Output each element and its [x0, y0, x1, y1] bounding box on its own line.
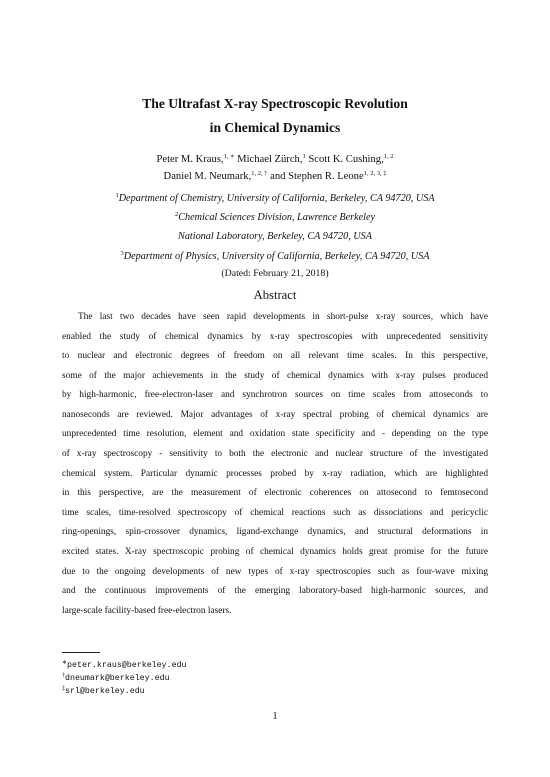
footnote-rule [62, 652, 100, 653]
abstract-line: in this perspective, are the measurement of electronic coherences on attosecond to femtosecond [62, 488, 488, 498]
abstract-line: due to the ongoing developments of new types of x-ray spectroscopies such as four-wave mixing [62, 567, 488, 577]
paper-title-line-1: The Ultrafast X-ray Spectroscopic Revolution [142, 96, 408, 111]
author-name: Michael Zürch, [237, 154, 303, 165]
author-name: Peter M. Kraus, [156, 154, 224, 165]
author-name: Daniel M. Neumark, [163, 171, 252, 182]
abstract-line: by high-harmonic, free-electron-laser and synchrotron sources on time scales from attoseconds to [62, 390, 488, 400]
authors-line-2 [0, 170, 550, 182]
affiliation-2-cont: National Laboratory, Berkeley, CA 94720, USA [178, 231, 372, 242]
abstract-line: unprecedented time resolution, element and oxidation state specificity and - depending on the type [62, 429, 488, 439]
abstract-line: time scales, time-resolved spectroscopy of chemical reactions such as dissociations and pericyclic [62, 508, 488, 518]
abstract-line: ring-openings, spin-crossover dynamics, ligand-exchange dynamics, and structural deformations in [62, 527, 488, 537]
affiliation-2: $^2$Chemical Sciences Division, Lawrence Berkeley [174, 211, 376, 223]
footnote-email: †dneumark@berkeley.edu [62, 673, 170, 683]
abstract-line: to nuclear and electronic degrees of freedom on all relevant time scales. In this perspective, [62, 351, 488, 361]
abstract-line: some of the major achievements in the study of chemical dynamics with x-ray pulses produced [62, 371, 488, 381]
author-affil-marker: 1 [302, 153, 306, 160]
abstract-line: and the continuous improvements of the emerging laboratory-based high-harmonic sources, and [62, 586, 488, 596]
abstract-line: The last two decades have seen rapid developments in short-pulse x-ray sources, which have [78, 312, 488, 322]
abstract-line: chemical system. Particular dynamic processes probed by x-ray radiation, which are highlighted [62, 469, 488, 479]
author-affil-marker: 1, 2, † [251, 170, 268, 177]
abstract-line: of x-ray spectroscopy - sensitivity to both the electronic and nuclear structure of the investigated [62, 449, 488, 459]
footnote-email: ‡srl@berkeley.edu [62, 686, 145, 696]
author-name: Scott K. Cushing, [308, 154, 384, 165]
footnote-email: ∗peter.kraus@berkeley.edu [62, 660, 187, 670]
author-name: and Stephen R. Leone [270, 171, 364, 182]
dated-line: (Dated: February 21, 2018) [221, 268, 329, 279]
affiliation-1: $^1$Department of Chemistry, University of California, Berkeley, CA 94720, USA [115, 192, 435, 204]
abstract-heading: Abstract [253, 288, 297, 302]
abstract-line: nanoseconds are reviewed. Major advantages of x-ray spectral probing of chemical dynamics are [62, 410, 488, 420]
author-affil-marker: 1, 2 [383, 153, 394, 160]
paper-title-line-2: in Chemical Dynamics [209, 120, 341, 135]
author-affil-marker: 1, 2, 3, ‡ [363, 170, 387, 177]
page-number: 1 [272, 711, 278, 722]
author-affil-marker: 1, ∗ [223, 153, 235, 160]
abstract-line: large-scale facility-based free-electron lasers. [62, 606, 232, 616]
abstract-line: excited states. X-ray spectroscopic probing of chemical dynamics holds great promise for the future [62, 547, 488, 557]
authors-line-1 [0, 152, 550, 165]
affiliation-3: $^3$Department of Physics, University of California, Berkeley, CA 94720, USA [120, 250, 430, 262]
abstract-line: enabled the study of chemical dynamics by x-ray spectroscopies with unprecedented sensitivity [62, 332, 488, 342]
